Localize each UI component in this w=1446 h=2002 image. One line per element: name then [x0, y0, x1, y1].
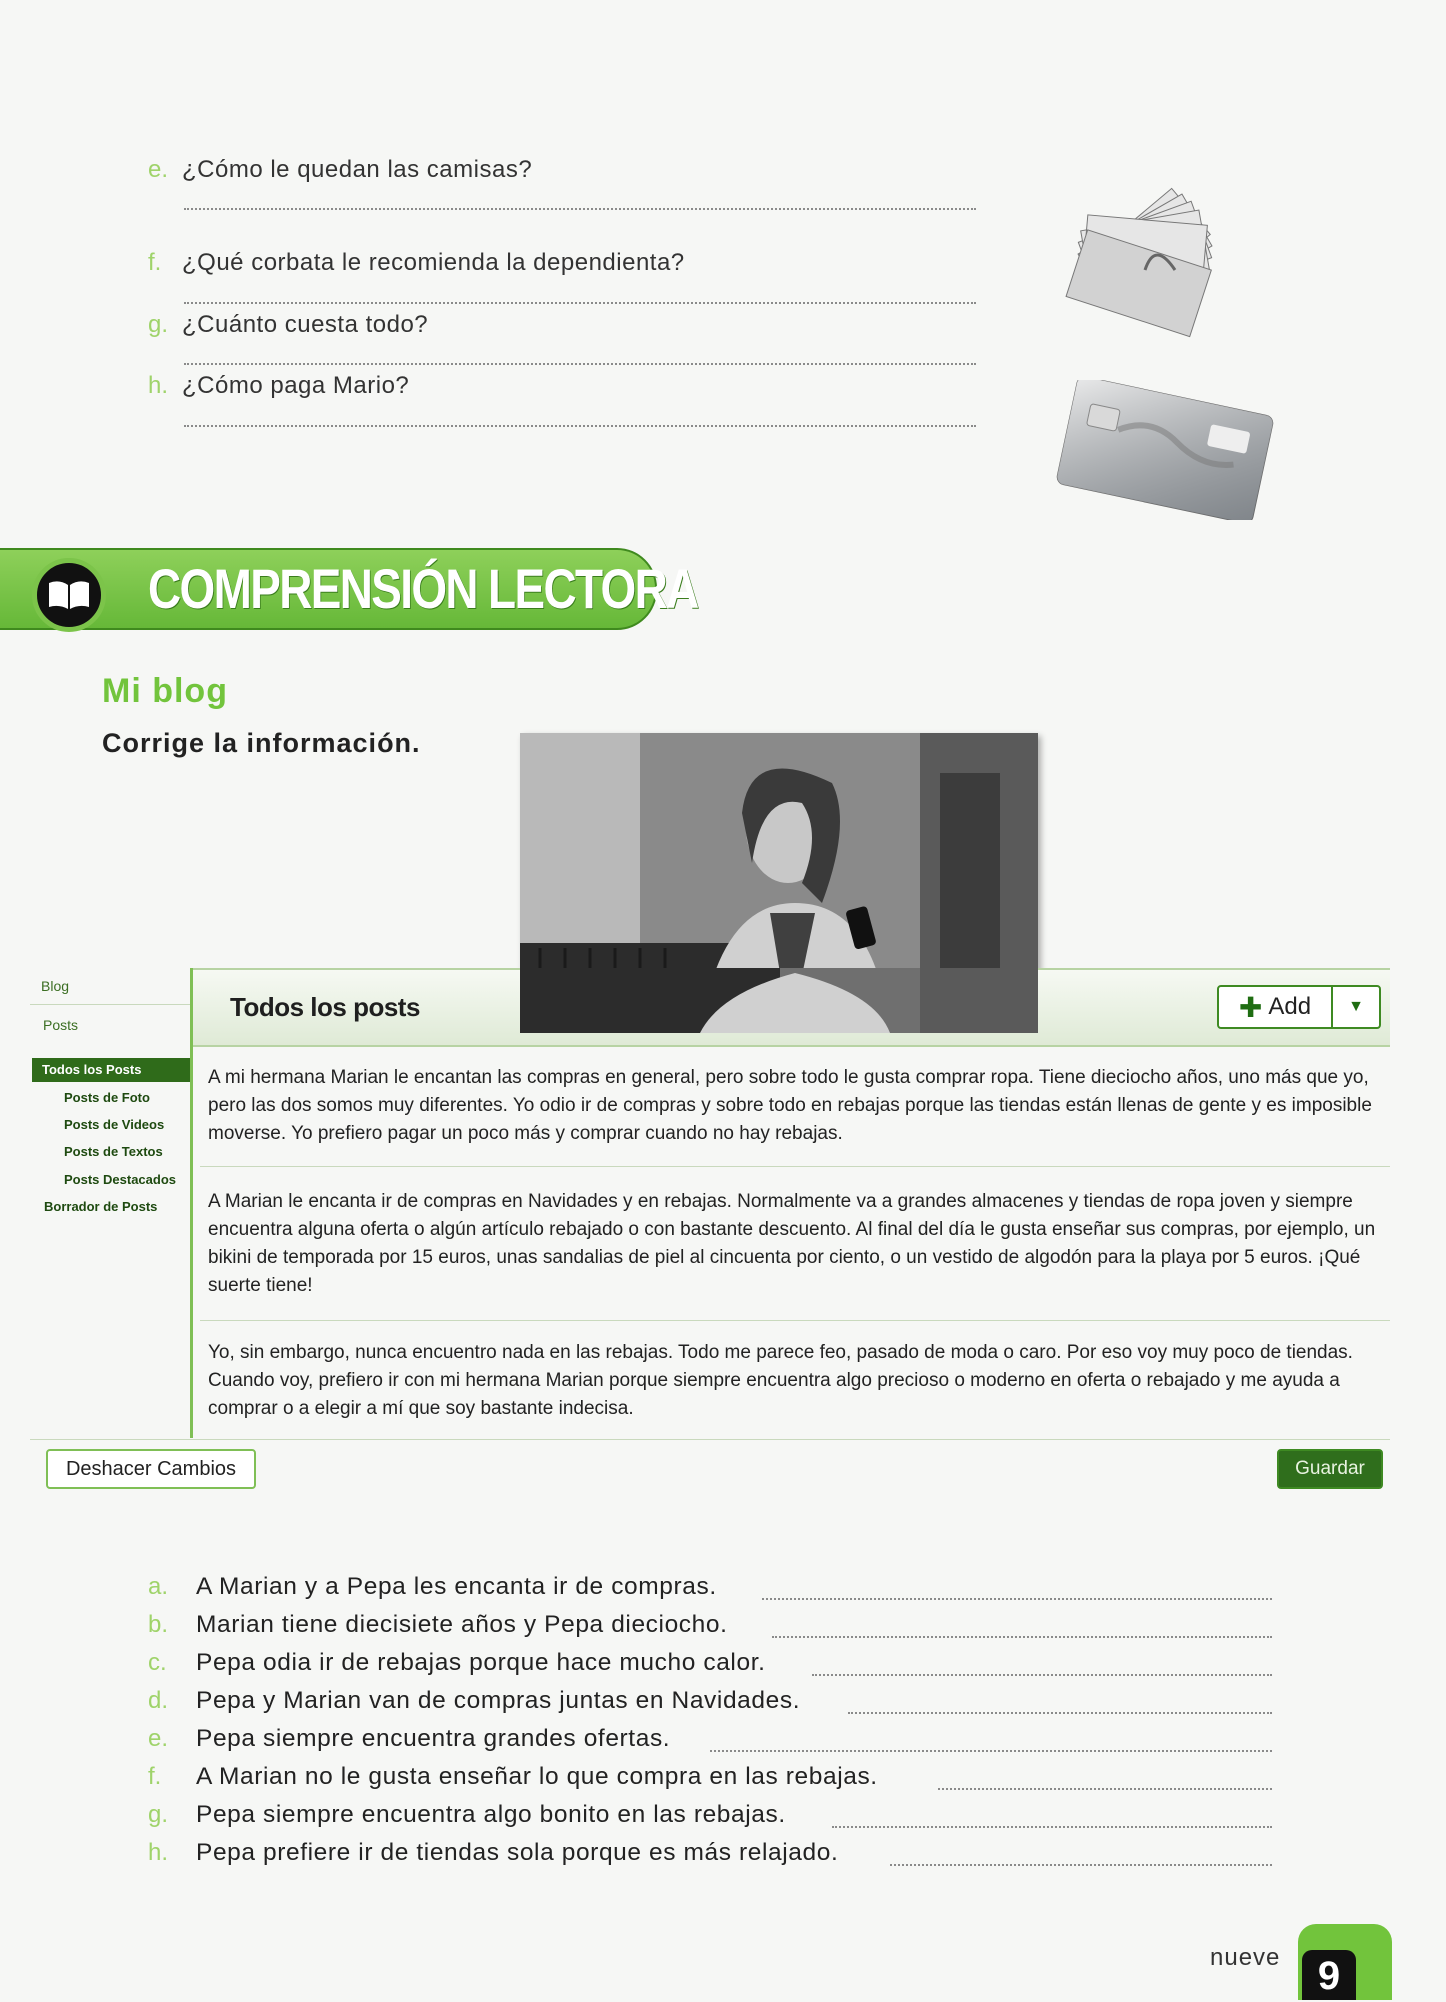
answer-line[interactable]: [184, 425, 976, 427]
question-letter: g.: [148, 311, 169, 338]
sidebar-item-drafts[interactable]: Borrador de Posts: [44, 1199, 158, 1214]
answer-line[interactable]: [184, 302, 976, 304]
post-text: Yo, sin embargo, nunca encuentro nada en las rebajas. Todo me parece feo, pasado de moda o caro. Por eso voy muy poco de tiendas. Cuando voy, prefiero ir con mi hermana Marian porque siempre encuentra algo precioso o moderno en oferta o rebajado y me ayuda a comprar o a elegir a mí que soy bastante indecisa.: [208, 1342, 1353, 1419]
answer-line[interactable]: [762, 1598, 1272, 1600]
question-letter: f.: [148, 249, 162, 276]
answer-line[interactable]: [848, 1712, 1272, 1714]
add-post-button[interactable]: [1217, 985, 1381, 1029]
section-title: COMPRENSIÓN LECTORA: [148, 557, 698, 620]
page-number: 9: [1302, 1950, 1356, 2000]
statement-letter: f.: [148, 1763, 162, 1790]
statement-letter: e.: [148, 1725, 169, 1752]
statement-letter: c.: [148, 1649, 167, 1676]
divider: [200, 1166, 1390, 1167]
statement-letter: d.: [148, 1687, 169, 1714]
answer-line[interactable]: [184, 208, 976, 210]
euro-banknotes-image: [1045, 160, 1235, 340]
chevron-down-icon[interactable]: ▼: [1348, 998, 1364, 1015]
answer-line[interactable]: [812, 1674, 1272, 1676]
statement-letter: h.: [148, 1839, 169, 1866]
statement-letter: g.: [148, 1801, 169, 1828]
sidebar-item-video-posts[interactable]: Posts de Videos: [64, 1117, 165, 1132]
plus-icon: ✚: [1238, 991, 1263, 1023]
sidebar-link-posts[interactable]: Posts: [43, 1017, 79, 1033]
statement-text: Pepa y Marian van de compras juntas en Navidades.: [196, 1687, 801, 1714]
answer-line[interactable]: [832, 1826, 1272, 1828]
reading-title: Mi blog: [102, 672, 228, 710]
sidebar-item-text-posts[interactable]: Posts de Textos: [64, 1144, 163, 1159]
instruction: Corrige la información.: [102, 728, 421, 758]
statement-text: Pepa prefiere ir de tiendas sola porque es más relajado.: [196, 1839, 839, 1866]
shopper-photo-overlap: [520, 968, 1038, 1033]
answer-line[interactable]: [772, 1636, 1272, 1638]
statement-letter: a.: [148, 1573, 169, 1600]
question-letter: e.: [148, 156, 169, 183]
add-label: Add: [1268, 993, 1312, 1020]
undo-changes-button[interactable]: Deshacer Cambios: [46, 1449, 256, 1489]
divider: [30, 1004, 190, 1005]
question-letter: h.: [148, 372, 169, 399]
answer-line[interactable]: [938, 1788, 1272, 1790]
sidebar-link-blog[interactable]: Blog: [41, 978, 70, 994]
page-word: nueve: [1210, 1944, 1281, 1971]
question-text: ¿Cuánto cuesta todo?: [182, 311, 429, 338]
save-button[interactable]: Guardar: [1277, 1449, 1383, 1489]
sidebar-item-featured-posts[interactable]: Posts Destacados: [64, 1172, 176, 1187]
sidebar-item-photo-posts[interactable]: Posts de Foto: [64, 1090, 150, 1105]
add-button-main[interactable]: [1219, 987, 1333, 1027]
question-text: ¿Cómo le quedan las camisas?: [182, 156, 533, 183]
answer-line[interactable]: [184, 363, 976, 365]
credit-card-image: [1055, 380, 1275, 520]
post-text: A Marian le encanta ir de compras en Navidades y en rebajas. Normalmente va a grandes almacenes y tiendas de ropa joven y siempre encuentra alguna oferta o algún artículo rebajado o con bastante descuento. Al final del día le gusta enseñar sus compras, por ejemplo, un bikini de temporada por 15 euros, unas sandalias de piel al cincuenta por ciento, o un vestido de algodón para la playa por 5 euros. ¡Qué suerte tiene!: [208, 1191, 1376, 1296]
book-icon: [32, 558, 106, 632]
divider: [200, 1320, 1390, 1321]
statement-text: A Marian no le gusta enseñar lo que compra en las rebajas.: [196, 1763, 878, 1790]
question-text: ¿Qué corbata le recomienda la dependienta?: [182, 249, 685, 276]
post-text: A mi hermana Marian le encantan las compras en general, pero sobre todo le gusta comprar ropa. Tiene dieciocho años, uno más que yo, pero las dos somos muy diferentes. Yo odio ir de compras y sobre todo en rebajas porque las tiendas están llenas de gente y es imposible moverse. Yo prefiero pagar un poco más y comprar cuando no hay rebajas.: [208, 1067, 1372, 1144]
question-text: ¿Cómo paga Mario?: [182, 372, 410, 399]
statement-text: A Marian y a Pepa les encanta ir de compras.: [196, 1573, 717, 1600]
statement-text: Pepa siempre encuentra algo bonito en las rebajas.: [196, 1801, 786, 1828]
statement-text: Pepa siempre encuentra grandes ofertas.: [196, 1725, 671, 1752]
answer-line[interactable]: [890, 1864, 1272, 1866]
statement-letter: b.: [148, 1611, 169, 1638]
divider: [30, 1439, 1390, 1440]
posts-title: Todos los posts: [230, 992, 420, 1022]
sidebar-item-all-posts[interactable]: Todos los Posts: [32, 1058, 190, 1082]
statement-text: Marian tiene diecisiete años y Pepa dieciocho.: [196, 1611, 728, 1638]
statement-text: Pepa odia ir de rebajas porque hace mucho calor.: [196, 1649, 766, 1676]
answer-line[interactable]: [710, 1750, 1272, 1752]
